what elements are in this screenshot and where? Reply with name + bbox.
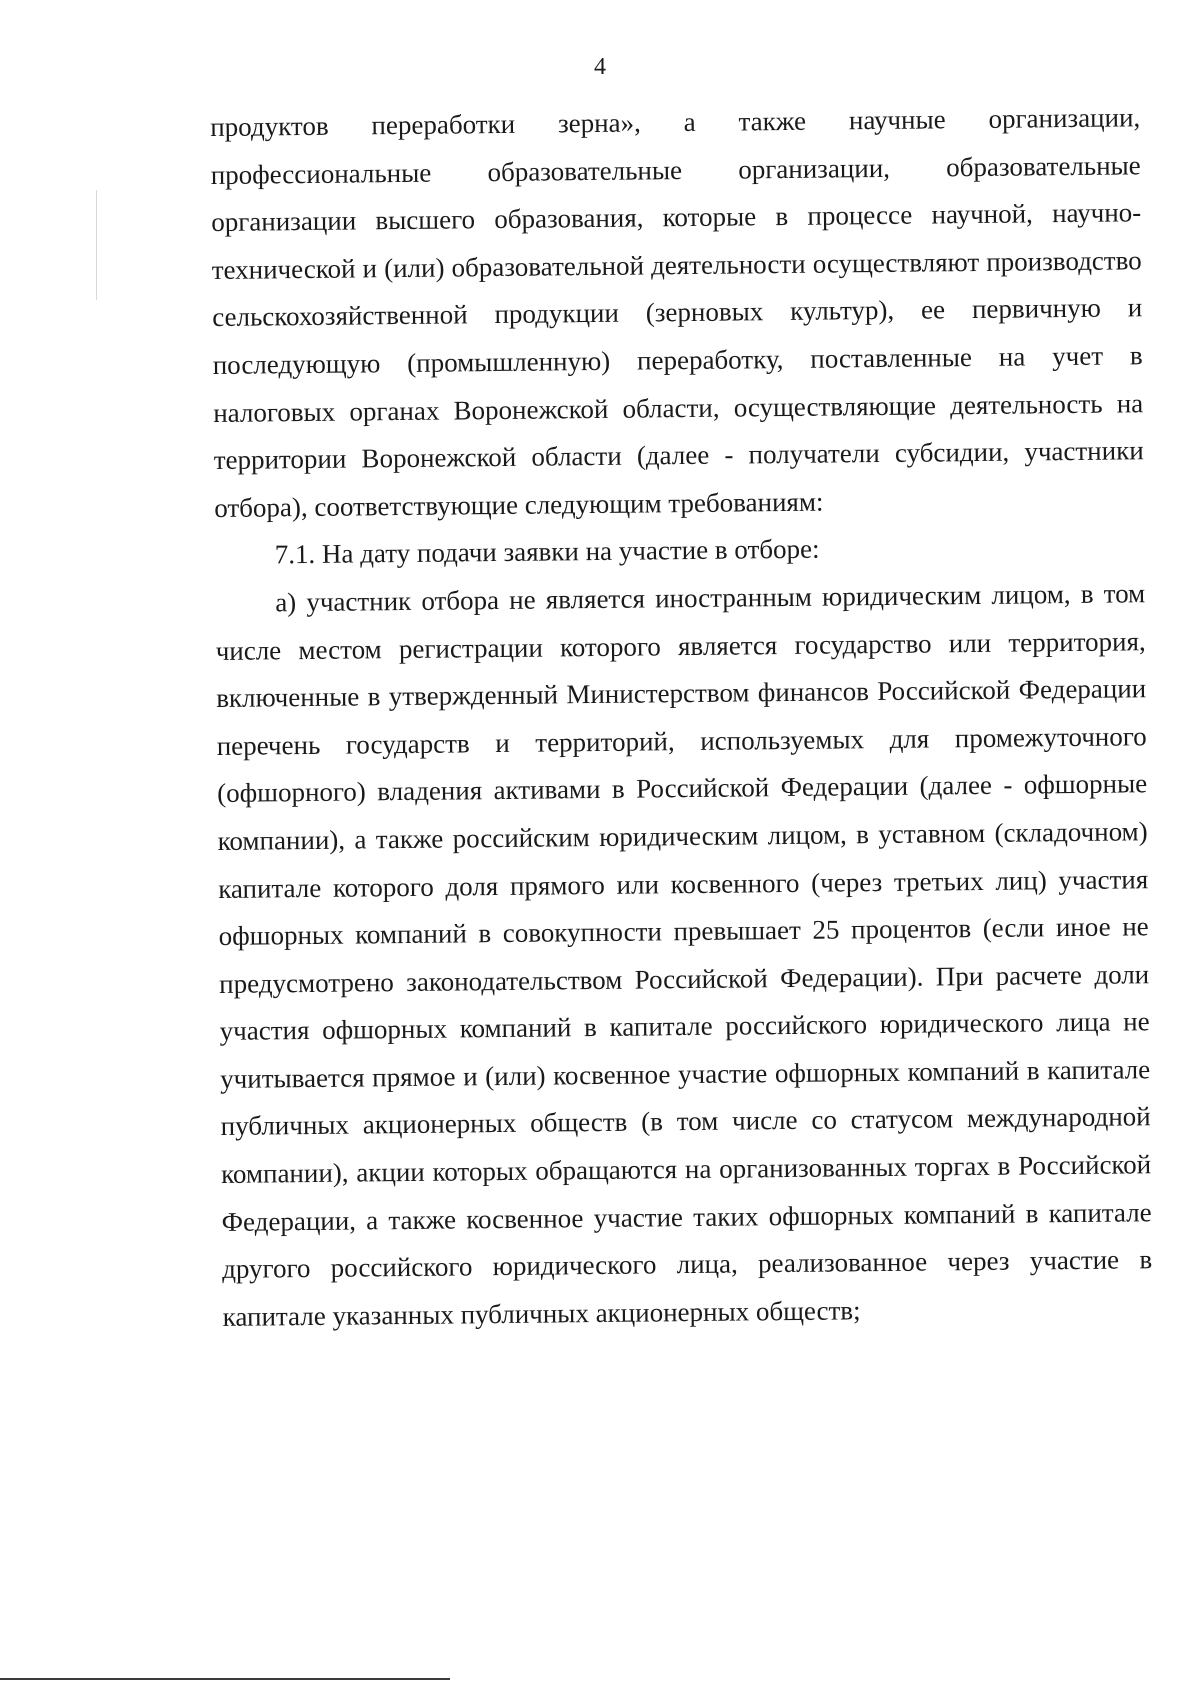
scan-bottom-edge — [0, 1678, 450, 1680]
paragraph-clause-7-1: 7.1. На дату подачи заявки на участие в отборе: — [274, 533, 820, 570]
paragraph-subclause-a: а) участник отбора не является иностранным юридическим лицом, в том числе местом регистрации которого является государство или территория, включенные в утвержденный Министерством финансов Российской Федерации перечень государств и территорий, используемых для промежуточного (офшорного) владения активами в Российской Федерации (далее - офшорные компании), а также российским юридическим лицом, в уставном (складочном) капитале которого доля прямого или косвенного (через третьих лиц) участия офшорных компаний в совокупности превышает 25 процентов (если иное не предусмотрено законодательством Российской Федерации). При расчете доли участия офшорных компаний в капитале российского юридического лица не учитывается прямое и (или) косвенное участие офшорных компаний в капитале публичных акционерных обществ (в том числе со статусом международной компании), акции которых обращаются на организованных торгах в Российской Федерации, а также косвенное участие таких офшорных компаний в капитале другого российского юридического лица, реализованное через участие в капитале указанных публичных акционерных обществ; — [215, 578, 1153, 1332]
page-number: 4 — [594, 54, 606, 80]
paragraph-continuation: продуктов переработки зерна», а также научные организации, профессиональные образовательные организации, образовательные организации высшего образования, которые в процессе научной, научно-технической и (или) образовательной деятельности осуществляют производство сельскохозяйственной продукции (зерновых культур), ее первичную и последующую (промышленную) переработку, поставленные на учет в налоговых органах Воронежской области, осуществляющие деятельность на территории Воронежской области (далее - получатели субсидии, участники отбора), соответствующие следующим требованиям: — [210, 102, 1144, 523]
document-body — [210, 94, 1153, 1341]
scan-margin-mark — [96, 190, 97, 300]
